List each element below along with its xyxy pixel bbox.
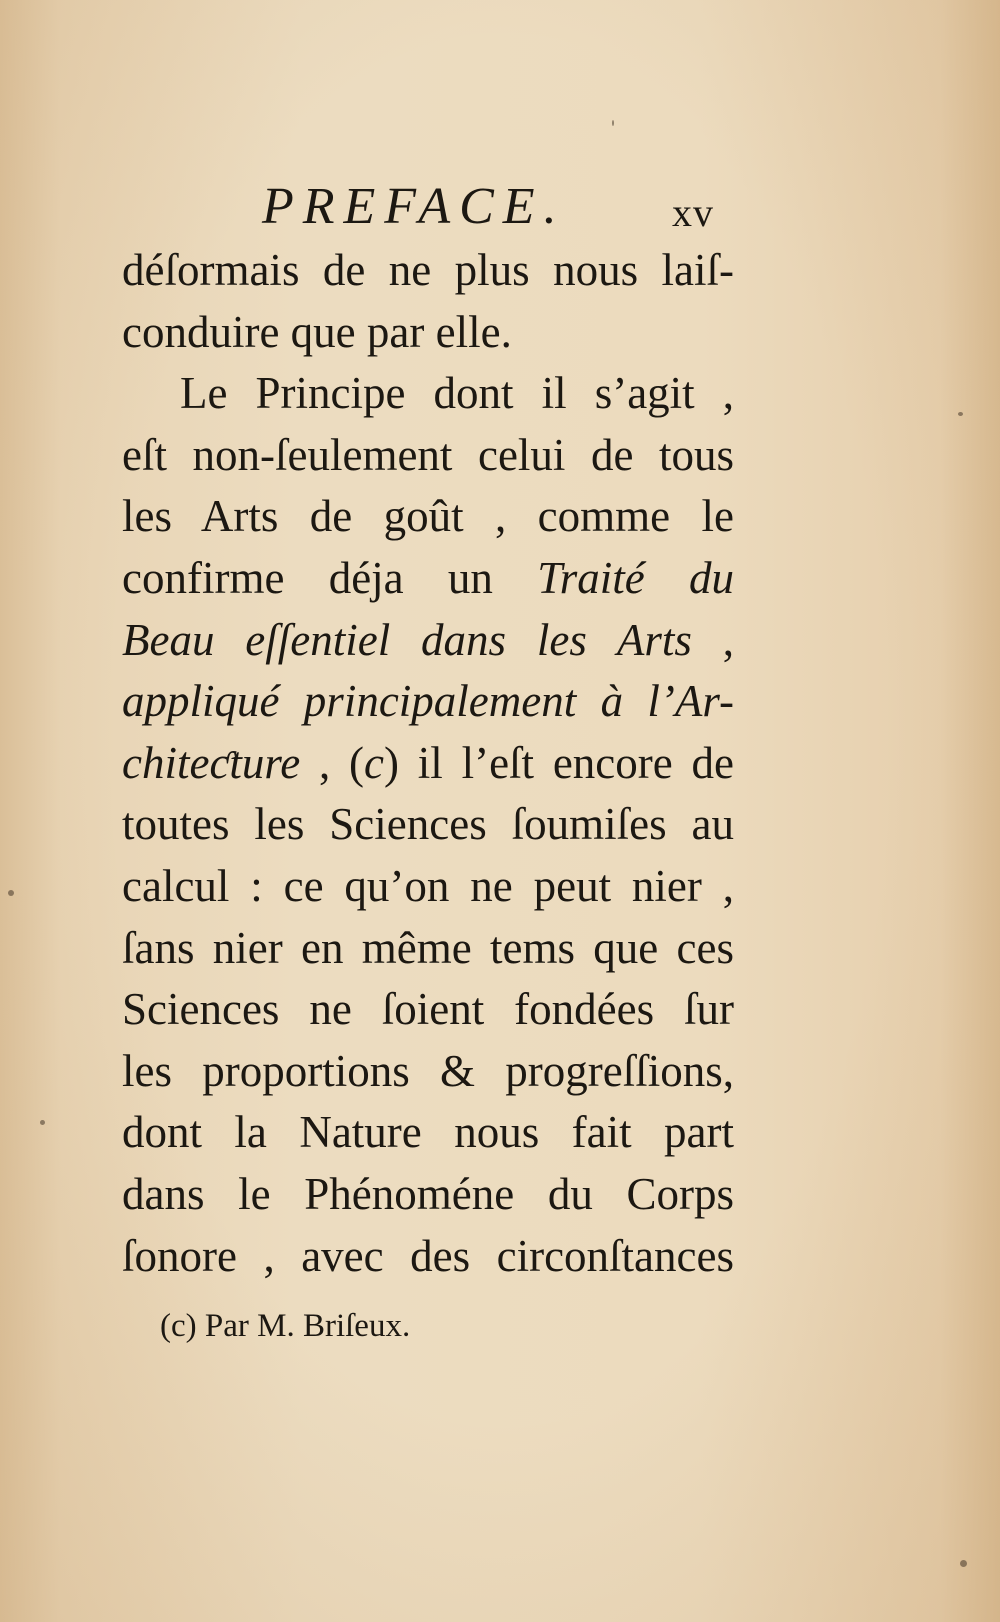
paper-speck (40, 1120, 45, 1125)
text-segment: conduire que par elle. (122, 306, 512, 357)
text-line (122, 486, 734, 548)
text-line (122, 733, 734, 795)
text-line (122, 425, 734, 487)
text-line (122, 794, 734, 856)
page-header (0, 172, 1000, 242)
text-line (122, 856, 734, 918)
italic-text-segment: chiteƈture (122, 737, 301, 788)
italic-text-segment: appliqué principalement à l’Ar- (122, 676, 734, 727)
text-line (122, 1102, 734, 1164)
text-segment: ſans nier en même tems que ces (122, 922, 734, 973)
italic-text-segment: Beau eſſentiel dans les Arts (122, 614, 692, 665)
italic-text-segment: Traité du (537, 552, 734, 603)
paper-speck (612, 120, 614, 126)
paper-speck (960, 1560, 967, 1567)
text-line (122, 979, 734, 1041)
text-segment: Le Principe dont il s’agit , (180, 368, 734, 419)
text-segment: ) il l’eſt encore de (384, 737, 734, 788)
text-segment: dans le Phénoméne du Corps (122, 1168, 734, 1219)
paper-speck (958, 412, 963, 416)
text-line (122, 1164, 734, 1226)
text-segment: calcul : ce qu’on ne peut nier , (122, 860, 734, 911)
text-segment: les Arts de goût , comme le (122, 491, 734, 542)
text-line (122, 671, 734, 733)
text-segment: , (691, 614, 734, 665)
text-line (122, 363, 734, 425)
text-line (122, 302, 734, 364)
paper-speck (8, 890, 14, 896)
italic-text-segment: c (364, 737, 385, 788)
text-line (122, 240, 734, 302)
text-segment: eſt non-ſeulement celui de tous (122, 429, 734, 480)
text-line (122, 1226, 734, 1288)
text-line (122, 918, 734, 980)
text-line (122, 1041, 734, 1103)
text-segment: les proportions & progreſſions, (122, 1045, 734, 1096)
text-segment: ſonore , avec des circonſtances (122, 1230, 734, 1281)
body-text (122, 240, 734, 1287)
text-segment: , ( (300, 737, 365, 788)
running-title: PREFACE. (262, 178, 566, 235)
text-line (122, 610, 734, 672)
page-number: xv (672, 190, 714, 235)
text-segment: Sciences ne ſoient fondées ſur (122, 984, 734, 1035)
text-segment: confirme déja un (122, 552, 538, 603)
text-segment: dont la Nature nous fait part (122, 1107, 734, 1158)
footnote: (c) Par M. Briſeux. (160, 1308, 411, 1344)
text-line (122, 548, 734, 610)
text-segment: déſormais de ne plus nous laiſ- (122, 245, 734, 295)
text-segment: toutes les Sciences ſoumiſes au (122, 799, 734, 850)
